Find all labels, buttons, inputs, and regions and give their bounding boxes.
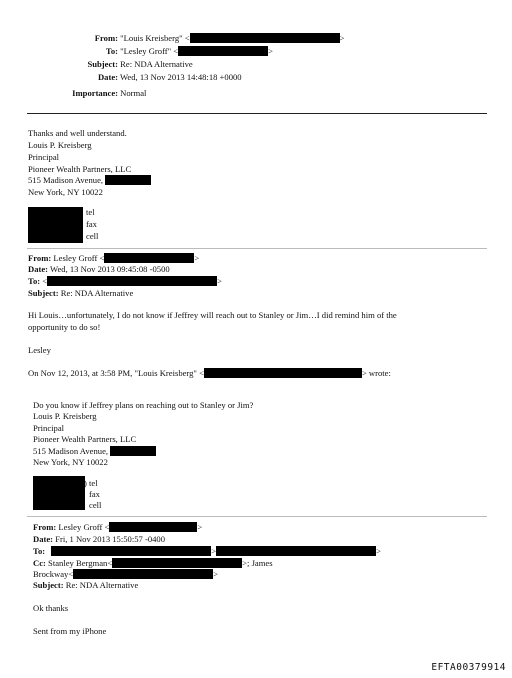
redaction <box>112 558 242 568</box>
bracket: > <box>268 46 274 56</box>
message1-sig-company: Pioneer Wealth Partners, LLC <box>28 164 132 174</box>
message3-body: Ok thanks <box>33 603 69 613</box>
message2-from-row <box>28 253 199 265</box>
cc-tail: ; James <box>247 558 273 568</box>
message1-body: Thanks and well understand. <box>28 128 127 138</box>
redaction <box>73 569 213 579</box>
bracket: > <box>194 253 200 263</box>
message1-sig-city: New York, NY 10022 <box>28 187 103 197</box>
bracket: > <box>376 546 381 556</box>
quote-intro-text: On Nov 12, 2013, at 3:58 PM, "Louis Kreisberg" < <box>28 368 204 378</box>
from-label: From: <box>94 33 118 43</box>
quoted-cell: cell <box>89 500 102 510</box>
redaction <box>105 175 151 185</box>
message3-to-row <box>33 546 381 558</box>
quoted-sig-city: New York, NY 10022 <box>33 457 108 467</box>
date-label: Date: <box>97 72 118 82</box>
redaction <box>47 276 217 286</box>
redaction <box>204 368 362 378</box>
to-label: To: <box>33 546 46 556</box>
quoted-question: Do you know if Jeffrey plans on reaching out to Stanley or Jim? <box>33 400 254 410</box>
subject-value: Re: NDA Alternative <box>65 580 139 590</box>
importance-label: Importance: <box>72 88 118 98</box>
quote-wrote-text: > wrote: <box>361 368 391 378</box>
message1-tel: tel <box>86 207 95 217</box>
redaction <box>178 46 268 56</box>
message2-date-row <box>28 264 170 276</box>
redaction <box>216 546 376 556</box>
message2-subject-row <box>28 288 133 300</box>
message-divider <box>27 516 487 517</box>
redaction <box>104 253 194 263</box>
quoted-sig-title: Principal <box>33 423 65 433</box>
quoted-sig-address <box>33 446 156 458</box>
subject-value: Re: NDA Alternative <box>60 288 134 298</box>
bracket: > <box>197 522 203 532</box>
message1-sig-name: Louis P. Kreisberg <box>28 140 92 150</box>
header-date-row <box>60 72 242 84</box>
message2-quote-intro <box>28 368 391 380</box>
bracket: > <box>339 33 345 43</box>
subject-label: Subject: <box>33 580 64 590</box>
header-from-row <box>60 33 344 45</box>
to-value: "Lesley Groff" < <box>120 46 179 56</box>
to-label: To: <box>105 46 118 56</box>
to-label: To: <box>28 276 41 286</box>
quoted-fax: fax <box>89 489 100 499</box>
date-label: Date: <box>33 534 54 544</box>
message3-cc-line2 <box>33 569 218 581</box>
cc-value: Stanley Bergman< <box>48 558 113 568</box>
message3-cc-row <box>33 558 273 570</box>
from-value: "Louis Kreisberg" < <box>120 33 190 43</box>
header-divider <box>27 113 487 114</box>
bracket: > <box>211 546 217 556</box>
redaction <box>110 446 156 456</box>
message1-fax: fax <box>86 219 97 229</box>
importance-value: Normal <box>120 88 147 98</box>
redaction-phone-block <box>28 207 83 243</box>
date-value: Wed, 13 Nov 2013 09:45:08 -0500 <box>50 264 170 274</box>
address-text: 515 Madison Avenue, <box>33 446 109 456</box>
message1-sig-title: Principal <box>28 152 60 162</box>
cc-label: Cc: <box>33 558 46 568</box>
redaction <box>109 522 197 532</box>
quoted-tel: ) tel <box>84 478 98 488</box>
subject-label: Subject: <box>87 59 118 69</box>
redaction <box>51 546 211 556</box>
cc-line2-text: Brockway< <box>33 569 74 579</box>
message3-subject-row <box>33 580 138 592</box>
subject-value: Re: NDA Alternative <box>120 59 193 69</box>
message2-body-line1: Hi Louis…unfortunately, I do not know if Jeffrey will reach out to Stanley or Jim…I did remind him of the <box>28 310 397 320</box>
from-label: From: <box>33 522 57 532</box>
date-value: Wed, 13 Nov 2013 14:48:18 +0000 <box>120 72 242 82</box>
document-id: EFTA00379914 <box>431 662 506 673</box>
message2-body-line2: opportunity to do so! <box>28 322 101 332</box>
quoted-sig-name: Louis P. Kreisberg <box>33 411 97 421</box>
message2-signoff: Lesley <box>28 345 51 355</box>
subject-label: Subject: <box>28 288 59 298</box>
bracket: > <box>242 558 248 568</box>
address-text: 515 Madison Avenue, <box>28 175 104 185</box>
quoted-sig-company: Pioneer Wealth Partners, LLC <box>33 434 137 444</box>
message1-cell: cell <box>86 231 99 241</box>
from-value: Lesley Groff < <box>53 253 105 263</box>
redaction <box>190 33 340 43</box>
message2-to-row <box>28 276 222 288</box>
to-value: < <box>42 276 48 286</box>
date-value: Fri, 1 Nov 2013 15:50:57 -0400 <box>55 534 166 544</box>
bracket: > <box>213 569 219 579</box>
message-divider <box>27 248 487 249</box>
header-to-row <box>60 46 273 58</box>
bracket: > <box>217 276 222 286</box>
header-importance-row <box>30 88 146 100</box>
message3-from-row <box>33 522 202 534</box>
redaction-phone-block <box>33 476 85 510</box>
date-label: Date: <box>28 264 49 274</box>
from-value: Lesley Groff < <box>58 522 110 532</box>
message3-date-row <box>33 534 165 546</box>
message3-sent-from: Sent from my iPhone <box>33 626 107 636</box>
header-subject-row <box>60 59 193 71</box>
from-label: From: <box>28 253 52 263</box>
message1-sig-address <box>28 175 151 187</box>
